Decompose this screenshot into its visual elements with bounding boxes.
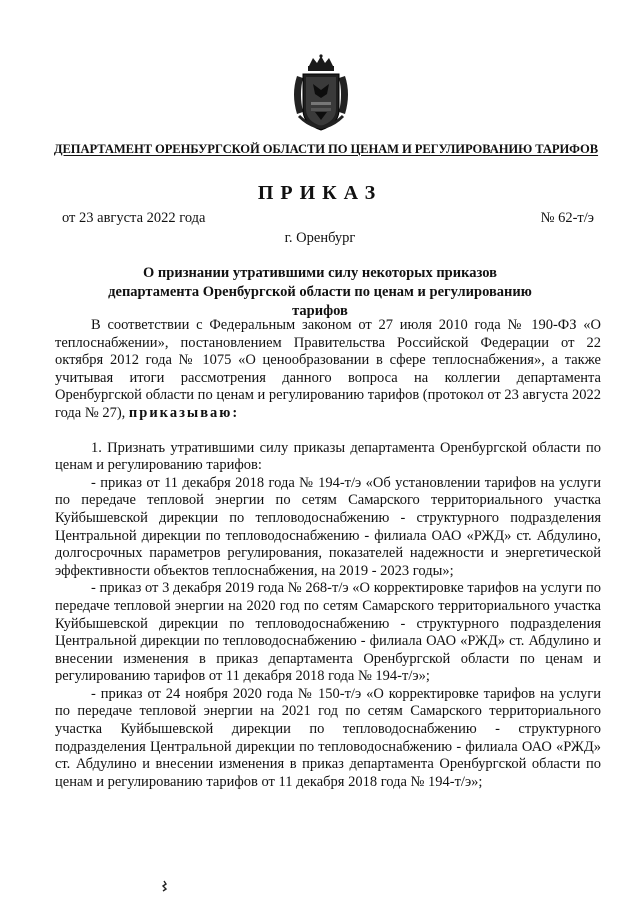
- list-item: - приказ от 24 ноября 2020 года № 150-т/э «О корректировке тарифов на услуги по передаче тепловой энергии на 2021 год по сетям Самарского территориального участка Куйбышевской дирекции по тепловодоснабжению - структурного подразделения Центральной дирекции по тепловодоснабжению - филиала ОАО «РЖД» ст. Абдулино и внесении изменения в приказ департамента Оренбургской области по ценам и регулированию тарифов от 11 декабря 2018 года № 194-т/э»;: [55, 685, 601, 790]
- orenburg-coat-of-arms-icon: [289, 54, 353, 136]
- order-keyword: приказываю:: [128, 404, 240, 421]
- department-header: ДЕПАРТАМЕНТ ОРЕНБУРГСКОЙ ОБЛАСТИ ПО ЦЕНАМ И РЕГУЛИРОВАНИЮ ТАРИФОВ: [53, 142, 599, 156]
- page-mark-icon: [160, 880, 168, 892]
- order-subject: О признании утратившими силу некоторых приказов департамента Оренбургской области по ценам и регулированию тарифов: [108, 265, 532, 319]
- list-item: - приказ от 3 декабря 2019 года № 268-т/э «О корректировке тарифов на услуги по передаче тепловой энергии на 2020 год по сетям Самарского территориального участка Куйбышевской дирекции по тепловодоснабжению - структурного подразделения Центральной дирекции по тепловодоснабжению - филиала ОАО «РЖД» ст. Абдулино и внесении изменения в приказ департамента Оренбургской области по ценам и регулированию тарифов от 11 декабря 2018 года № 194-т/э»;: [55, 580, 601, 685]
- order-number: № 62-т/э: [540, 210, 594, 226]
- preamble-text: В соответствии с Федеральным законом от 27 июля 2010 года № 190-ФЗ «О теплоснабжении», постановлением Правительства Российской Федерации от 22 октября 2012 года № 1075 «О ценообразовании в сфере теплоснабжения», а также учитывая итоги рассмотрения данного вопроса на коллегии департамента Оренбургской области по ценам и регулированию тарифов (протокол от 23 августа 2022 года № 27),: [55, 317, 601, 421]
- preamble-paragraph: [55, 317, 601, 423]
- order-body: [55, 317, 601, 791]
- order-city: г. Оренбург: [284, 230, 356, 246]
- item-1-paragraph: 1. Признать утратившими силу приказы департамента Оренбургской области по ценам и регулированию тарифов:: [55, 439, 601, 474]
- order-date: от 23 августа 2022 года: [62, 210, 206, 226]
- order-title: ПРИКАЗ: [257, 182, 383, 204]
- list-item: - приказ от 11 декабря 2018 года № 194-т/э «Об установлении тарифов на услуги по передаче тепловой энергии по сетям Самарского территориального участка Куйбышевской дирекции по тепловодоснабжению - структурного подразделения Центральной дирекции по тепловодоснабжению - филиала ОАО «РЖД» ст. Абдулино, долгосрочных параметров регулирования, показателей надежности и энергетической эффективности объектов теплоснабжения, на 2019 - 2023 годы»;: [55, 474, 601, 579]
